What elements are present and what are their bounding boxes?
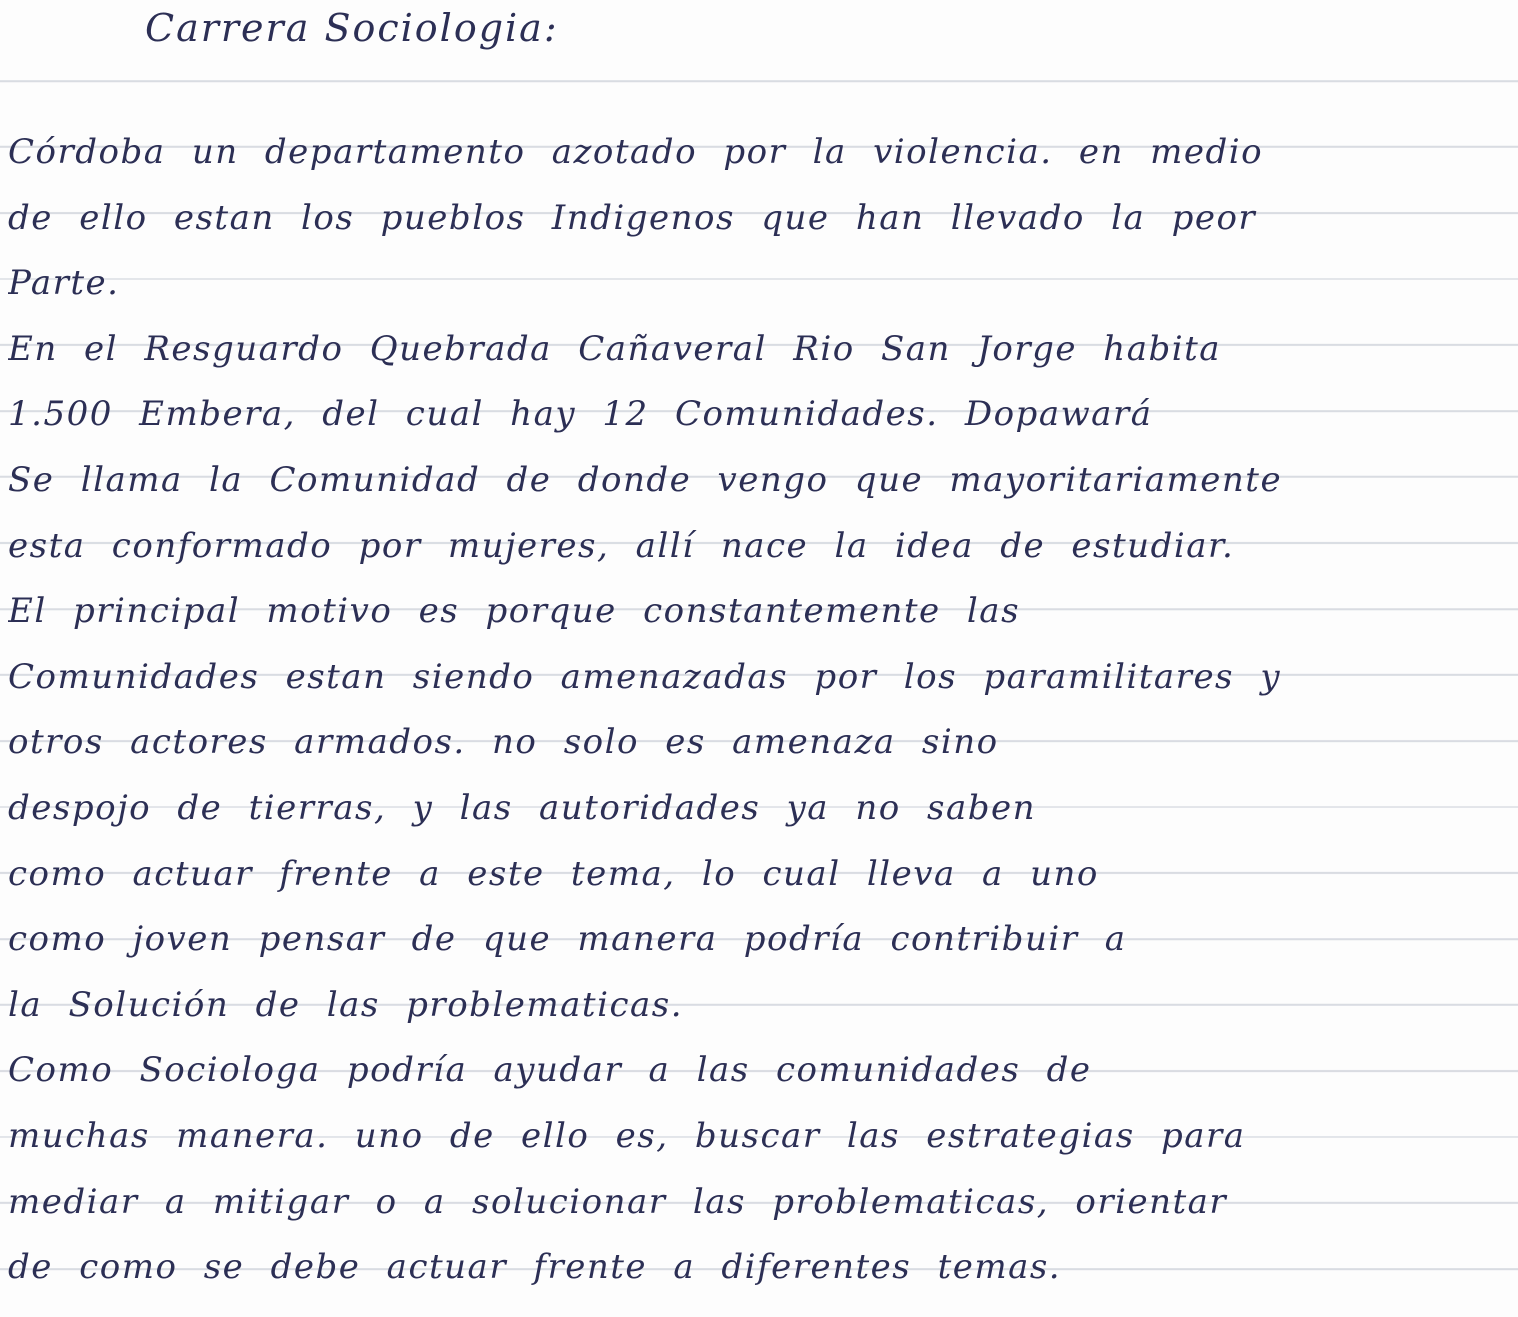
text-line: como joven pensar de que manera podría contribuir a <box>8 919 1127 960</box>
page-title: Carrera Sociologia: <box>145 6 559 50</box>
text-line: 1.500 Embera, del cual hay 12 Comunidades. Dopawará <box>8 394 1153 435</box>
text-line: como actuar frente a este tema, lo cual lleva a uno <box>8 853 1099 894</box>
text-line: muchas manera. uno de ello es, buscar las estrategias para <box>8 1115 1246 1156</box>
text-line: despojo de tierras, y las autoridades ya no saben <box>8 787 1037 828</box>
text-line: la Solución de las problematicas. <box>8 984 684 1025</box>
text-line: Se llama la Comunidad de donde vengo que mayoritariamente <box>8 459 1283 500</box>
text-line: El principal motivo es porque constantemente las <box>8 591 1021 632</box>
text-line: En el Resguardo Quebrada Cañaveral Rio San Jorge habita <box>8 328 1222 369</box>
text-line: Como Sociologa podría ayudar a las comunidades de <box>8 1050 1092 1091</box>
text-line: de ello estan los pueblos Indigenos que han llevado la peor <box>8 197 1257 238</box>
text-line: esta conformado por mujeres, allí nace la idea de estudiar. <box>8 525 1235 566</box>
text-line: de como se debe actuar frente a diferentes temas. <box>8 1247 1062 1288</box>
text-line: mediar a mitigar o a solucionar las problematicas, orientar <box>8 1181 1228 1222</box>
text-line: otros actores armados. no solo es amenaza sino <box>8 722 999 763</box>
text-line: Comunidades estan siendo amenazadas por los paramilitares y <box>8 656 1282 697</box>
text-line: Córdoba un departamento azotado por la violencia. en medio <box>8 132 1264 172</box>
handwritten-text <box>8 120 1513 1301</box>
text-line: Parte. <box>8 263 120 304</box>
